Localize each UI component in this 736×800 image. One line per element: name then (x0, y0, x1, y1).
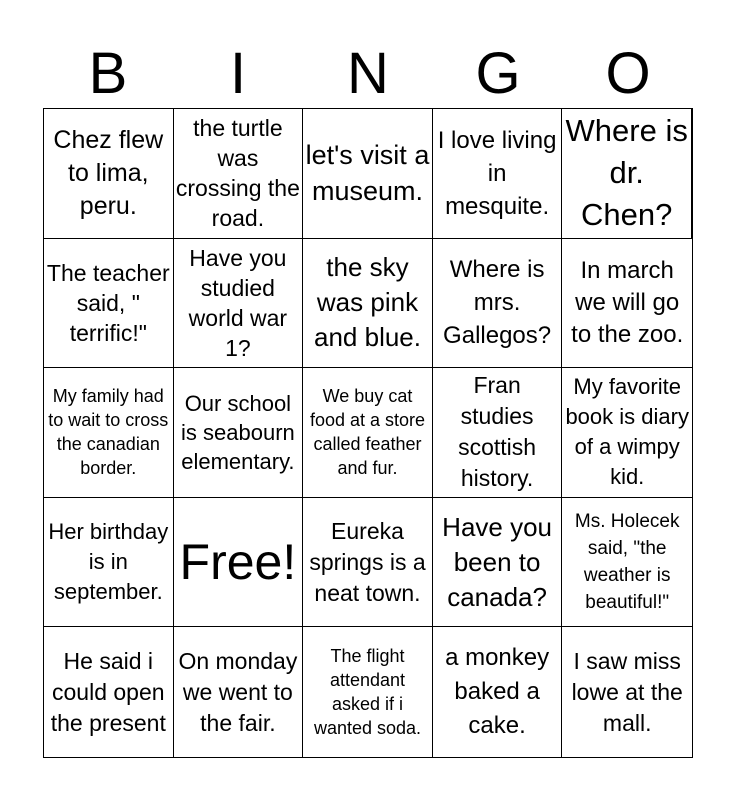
header-letter-n: N (347, 41, 389, 106)
cell-text: Her birthday is in september. (48, 519, 169, 605)
bingo-cell (562, 239, 692, 369)
bingo-cell (44, 109, 174, 239)
header-letter-g: G (475, 41, 521, 106)
cell-text: The teacher said, " terrific!" (46, 259, 170, 346)
cell-text: I saw miss lowe at the mall. (571, 647, 683, 736)
bingo-cell (562, 498, 692, 628)
cell-text: He said i could open the present (50, 647, 166, 736)
bingo-header (43, 41, 693, 106)
header-letter-o: O (605, 41, 651, 106)
cell-text: let's visit a museum. (305, 140, 430, 207)
bingo-cell (303, 239, 433, 369)
bingo-cell (44, 498, 174, 628)
bingo-cell (44, 239, 174, 369)
bingo-cell (562, 109, 692, 239)
header-letter-i: I (229, 41, 247, 106)
bingo-card (43, 108, 693, 758)
cell-text: On monday we went to the fair. (178, 647, 298, 736)
bingo-cell (44, 627, 174, 757)
free-space (174, 498, 304, 628)
bingo-cell (303, 109, 433, 239)
cell-text: Where is dr. Chen? (565, 113, 688, 233)
cell-text: Where is mrs. Gallegos? (443, 256, 552, 350)
cell-text: a monkey baked a cake. (445, 644, 550, 740)
cell-text: Fran studies scottish history. (458, 372, 537, 492)
cell-text: Have you been to canada? (442, 511, 553, 612)
cell-text: the sky was pink and blue. (314, 252, 421, 353)
bingo-cell (433, 627, 563, 757)
cell-text: Chez flew to lima, peru. (53, 125, 164, 220)
cell-text: My favorite book is diary of a wimpy kid. (565, 374, 689, 490)
bingo-cell (562, 627, 692, 757)
bingo-cell (433, 498, 563, 628)
cell-text: Our school is seabourn elementary. (181, 390, 295, 474)
cell-text: My family had to wait to cross the canadian border. (48, 386, 169, 479)
cell-text: the turtle was crossing the road. (175, 115, 300, 232)
bingo-cell (433, 239, 563, 369)
bingo-cell (174, 109, 304, 239)
cell-text: Eureka springs is a neat town. (309, 517, 426, 606)
bingo-cell (303, 498, 433, 628)
bingo-cell (174, 368, 304, 498)
bingo-cell (562, 368, 692, 498)
header-letter-b: B (88, 41, 128, 106)
cell-text: Have you studied world war 1? (188, 244, 288, 361)
bingo-cell (303, 368, 433, 498)
cell-text: The flight attendant asked if i wanted soda. (313, 646, 422, 739)
bingo-cell (174, 627, 304, 757)
cell-text: Ms. Holecek said, "the weather is beautiful!" (574, 511, 680, 614)
bingo-cell (433, 109, 563, 239)
cell-text: We buy cat food at a store called feather and fur. (309, 386, 426, 479)
bingo-cell (174, 239, 304, 369)
cell-text: Free! (179, 534, 297, 591)
cell-text: In march we will go to the zoo. (571, 256, 684, 348)
bingo-cell (433, 368, 563, 498)
cell-text: I love living in mesquite. (437, 126, 557, 220)
bingo-cell (44, 368, 174, 498)
bingo-cell (303, 627, 433, 757)
